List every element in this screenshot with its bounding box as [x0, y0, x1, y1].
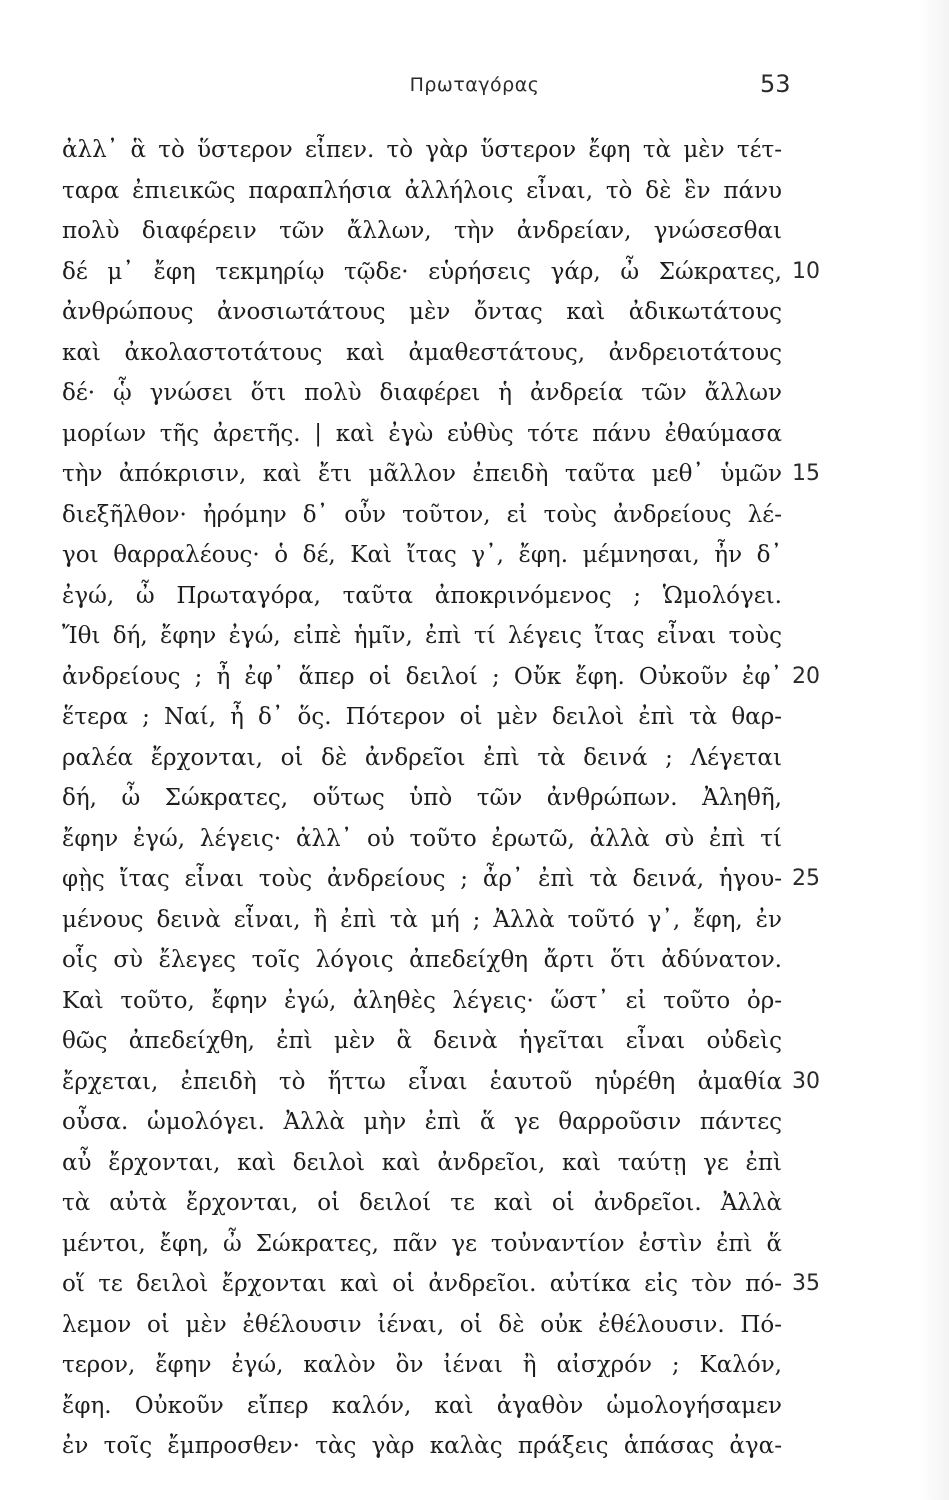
line-text: φῂς ἴτας εἶναι τοὺς ἀνδρείους ; ἆρ᾽ ἐπὶ τὰ δεινά, ἡγου-: [62, 866, 782, 892]
text-line: [62, 414, 782, 455]
text-line: [62, 454, 820, 495]
text-line: [62, 1264, 820, 1305]
line-text: μέντοι, ἔφη, ὦ Σώκρατες, πᾶν γε τοὐναντίον ἐστὶν ἐπὶ ἅ: [62, 1230, 782, 1257]
text-line: [62, 819, 782, 860]
line-text: οὖσα. ὡμολόγει. Ἀλλὰ μὴν ἐπὶ ἅ γε θαρροῦσιν πάντες: [62, 1109, 782, 1135]
line-number: 10: [792, 258, 820, 284]
text-line: [62, 333, 782, 374]
text-line: [62, 1345, 782, 1386]
line-text: μένους δεινὰ εἶναι, ἢ ἐπὶ τὰ μή ; Ἀλλὰ τοῦτό γ᾽, ἔφη, ἐν: [62, 906, 782, 933]
line-number: 35: [792, 1271, 820, 1296]
line-text: Καὶ τοῦτο, ἔφην ἐγώ, ἀληθὲς λέγεις· ὥστ᾽ εἰ τοῦτο ὀρ-: [62, 987, 782, 1014]
line-text: ἔφη. Οὐκοῦν εἴπερ καλόν, καὶ ἀγαθὸν ὡμολογήσαμεν: [62, 1392, 782, 1419]
text-line: [62, 859, 820, 900]
line-text: ἀνθρώπους ἀνοσιωτάτους μὲν ὄντας καὶ ἀδικωτάτους: [62, 299, 782, 325]
line-text: οἷς σὺ ἔλεγες τοῖς λόγοις ἀπεδείχθη ἄρτι ὅτι ἀδύνατον.: [62, 947, 782, 973]
text-line: [62, 778, 782, 819]
text-line: [62, 1102, 782, 1143]
line-text: ἐν τοῖς ἔμπροσθεν· τὰς γὰρ καλὰς πράξεις ἁπάσας ἀγα-: [62, 1433, 782, 1459]
line-text: δέ· ᾧ γνώσει ὅτι πολὺ διαφέρει ἡ ἀνδρεία τῶν ἄλλων: [62, 380, 782, 406]
line-text: ἀλλ᾽ ἃ τὸ ὕστερον εἶπεν. τὸ γὰρ ὕστερον ἔφη τὰ μὲν τέτ-: [62, 137, 782, 163]
line-number: 30: [792, 1068, 820, 1094]
text-line: [62, 171, 782, 212]
line-number: 15: [792, 461, 820, 486]
line-text: ἔρχεται, ἐπειδὴ τὸ ἥττω εἶναι ἑαυτοῦ ηὑρέθη ἀμαθία: [62, 1068, 782, 1095]
line-text: θῶς ἀπεδείχθη, ἐπὶ μὲν ἃ δεινὰ ἡγεῖται εἶναι οὐδεὶς: [62, 1028, 782, 1054]
text-line: [62, 1183, 782, 1224]
text-line: [62, 616, 782, 657]
line-text: ταρα ἐπιεικῶς παραπλήσια ἀλλήλοις εἶναι, τὸ δὲ ἓν πάνυ: [62, 177, 782, 204]
line-text: ἐγώ, ὦ Πρωταγόρα, ταῦτα ἀποκρινόμενος ; Ὡμολόγει.: [62, 582, 782, 609]
line-text: μορίων τῆς ἀρετῆς. | καὶ ἐγὼ εὐθὺς τότε πάνυ ἐθαύμασα: [62, 420, 782, 447]
line-number: 25: [792, 866, 820, 891]
line-text: τὰ αὐτὰ ἔρχονται, οἱ δειλοί τε καὶ οἱ ἀνδρεῖοι. Ἀλλὰ: [62, 1190, 782, 1216]
text-line: [62, 130, 782, 171]
line-text: λεμον οἱ μὲν ἐθέλουσιν ἰέναι, οἱ δὲ οὐκ ἐθέλουσιν. Πό-: [62, 1311, 782, 1338]
text-line: [62, 1386, 782, 1427]
text-line: [62, 1305, 782, 1346]
line-text: τερον, ἔφην ἐγώ, καλὸν ὂν ἰέναι ἢ αἰσχρόν ; Καλόν,: [62, 1352, 782, 1378]
text-line: [62, 535, 782, 576]
running-title: Πρωταγόρας: [409, 74, 540, 96]
line-text: οἵ τε δειλοὶ ἔρχονται καὶ οἱ ἀνδρεῖοι. αὐτίκα εἰς τὸν πό-: [62, 1271, 782, 1297]
text-line: [62, 576, 782, 617]
line-text: διεξῆλθον· ἠρόμην δ᾽ οὖν τοῦτον, εἰ τοὺς ἀνδρείους λέ-: [62, 501, 782, 528]
line-text: ἔφην ἐγώ, λέγεις· ἀλλ᾽ οὐ τοῦτο ἐρωτῶ, ἀλλὰ σὺ ἐπὶ τί: [62, 825, 782, 852]
text-line: [62, 373, 782, 414]
line-text: γοι θαρραλέους· ὁ δέ, Καὶ ἴτας γ᾽, ἔφη. μέμνησαι, ἦν δ᾽: [62, 542, 782, 568]
text-line: [62, 1224, 782, 1265]
line-text: δέ μ᾽ ἔφη τεκμηρίῳ τῷδε· εὑρήσεις γάρ, ὦ Σώκρατες,: [62, 258, 782, 285]
text-line: [62, 981, 782, 1022]
line-text: ἀνδρείους ; ἦ ἐφ᾽ ἅπερ οἱ δειλοί ; Οὔκ ἔφη. Οὐκοῦν ἐφ᾽: [62, 663, 782, 690]
page-edge-shadow: [919, 0, 949, 1500]
text-line: [62, 697, 782, 738]
text-line: [62, 657, 820, 698]
line-text: πολὺ διαφέρειν τῶν ἄλλων, τὴν ἀνδρείαν, γνώσεσθαι: [62, 218, 782, 244]
body-text: [62, 130, 820, 1467]
text-line: [62, 211, 782, 252]
line-text: τὴν ἀπόκρισιν, καὶ ἔτι μᾶλλον ἐπειδὴ ταῦτα μεθ᾽ ὑμῶν: [62, 461, 782, 487]
text-line: [62, 252, 820, 293]
text-line: [62, 1143, 782, 1184]
text-line: [62, 738, 782, 779]
text-line: [62, 292, 782, 333]
text-line: [62, 900, 782, 941]
line-text: δή, ὦ Σώκρατες, οὕτως ὑπὸ τῶν ἀνθρώπων. Ἀληθῆ,: [62, 785, 782, 811]
line-text: ραλέα ἔρχονται, οἱ δὲ ἀνδρεῖοι ἐπὶ τὰ δεινά ; Λέγεται: [62, 744, 782, 771]
text-line: [62, 495, 782, 536]
text-line: [62, 1062, 820, 1103]
text-line: [62, 1021, 782, 1062]
text-line: [62, 1426, 782, 1467]
line-text: Ἴθι δή, ἔφην ἐγώ, εἰπὲ ἡμῖν, ἐπὶ τί λέγεις ἴτας εἶναι τοὺς: [62, 623, 782, 649]
text-line: [62, 940, 782, 981]
page-number: 53: [760, 70, 791, 98]
line-text: ἕτερα ; Ναί, ἦ δ᾽ ὅς. Πότερον οἱ μὲν δειλοὶ ἐπὶ τὰ θαρ-: [62, 704, 782, 730]
line-number: 20: [792, 663, 820, 689]
line-text: καὶ ἀκολαστοτάτους καὶ ἀμαθεστάτους, ἀνδρειοτάτους: [62, 339, 782, 366]
line-text: αὖ ἔρχονται, καὶ δειλοὶ καὶ ἀνδρεῖοι, καὶ ταύτῃ γε ἐπὶ: [62, 1149, 782, 1176]
